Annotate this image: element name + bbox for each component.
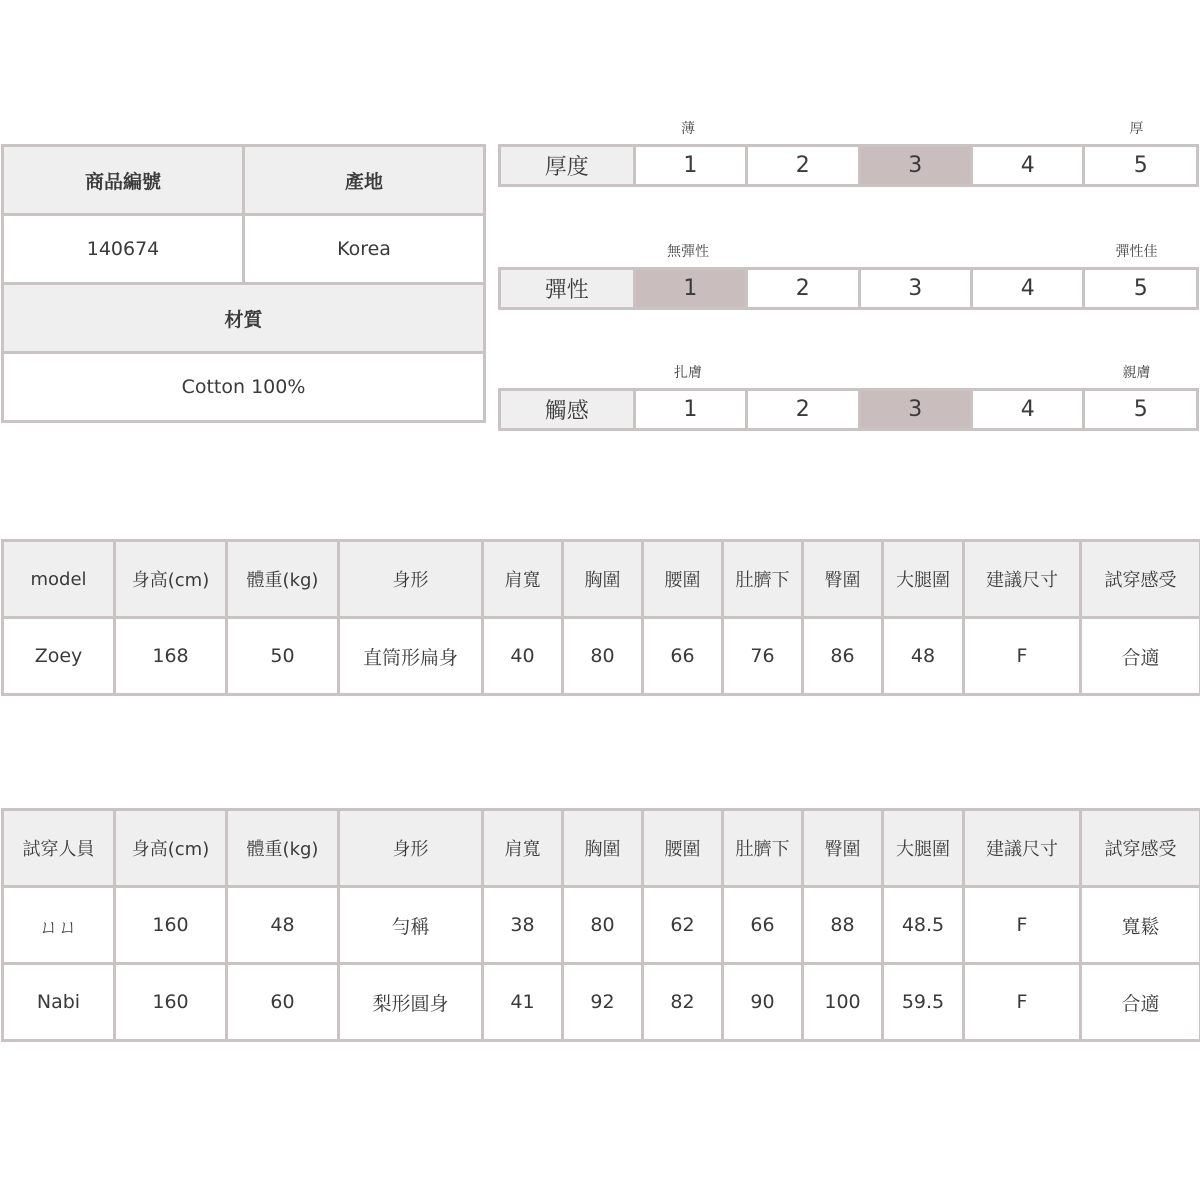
material-value-row: [3, 353, 485, 422]
table-cell: 50: [227, 618, 339, 695]
product-info-value-row: [3, 215, 485, 284]
table-cell: 38: [483, 887, 563, 964]
column-header: 身形: [339, 810, 483, 887]
scale-end-labels: [498, 241, 1199, 267]
table-cell: 88: [803, 887, 883, 964]
scale-value: 5: [1084, 146, 1198, 186]
table-cell: 80: [563, 618, 643, 695]
table-cell: 66: [723, 887, 803, 964]
table-cell: F: [964, 964, 1081, 1041]
material-label: 材質: [3, 284, 485, 353]
column-header: 大腿圍: [883, 541, 964, 618]
product-info-header-row: [3, 146, 485, 215]
table-cell: 寬鬆: [1081, 887, 1200, 964]
column-header: 臀圍: [803, 541, 883, 618]
table-cell: 合適: [1081, 964, 1200, 1041]
material-header-row: [3, 284, 485, 353]
table-cell: ㄩㄩ: [3, 887, 115, 964]
scale-table: [498, 388, 1199, 431]
column-header: 大腿圍: [883, 810, 964, 887]
table-cell: F: [964, 618, 1081, 695]
scale-label: 彈性: [500, 269, 635, 309]
origin-label: 產地: [244, 146, 485, 215]
column-header: 肩寬: [483, 810, 563, 887]
model-measurement-table: [1, 539, 1200, 696]
table-cell: 直筒形扁身: [339, 618, 483, 695]
scale-value: 2: [747, 146, 859, 186]
column-header: model: [3, 541, 115, 618]
scale-end-labels: [498, 118, 1199, 144]
column-header: 體重(kg): [227, 541, 339, 618]
column-header: 腰圍: [643, 810, 723, 887]
table-cell: 66: [643, 618, 723, 695]
table-cell: 168: [115, 618, 227, 695]
rating-scale: [498, 362, 1199, 431]
table-cell: 62: [643, 887, 723, 964]
table-cell: 60: [227, 964, 339, 1041]
table-cell: Zoey: [3, 618, 115, 695]
scale-value: 1: [634, 146, 746, 186]
table-cell: 160: [115, 964, 227, 1041]
scale-low-label: 無彈性: [667, 244, 709, 260]
scale-table: [498, 267, 1199, 310]
table-cell: 48: [883, 618, 964, 695]
scale-value: 1: [634, 269, 746, 309]
column-header: 試穿人員: [3, 810, 115, 887]
scale-value: 2: [747, 269, 859, 309]
table-cell: 合適: [1081, 618, 1200, 695]
column-header: 建議尺寸: [964, 810, 1081, 887]
table-cell: 100: [803, 964, 883, 1041]
scale-table: [498, 144, 1199, 187]
table-cell: 82: [643, 964, 723, 1041]
scale-value: 3: [859, 146, 971, 186]
table-row: [3, 887, 1200, 964]
column-header: 胸圍: [563, 541, 643, 618]
column-header: 身形: [339, 541, 483, 618]
scale-value: 5: [1084, 390, 1198, 430]
scale-value: 3: [859, 390, 971, 430]
scale-value: 4: [971, 390, 1083, 430]
table-cell: 90: [723, 964, 803, 1041]
column-header: 身高(cm): [115, 541, 227, 618]
scale-label: 觸感: [500, 390, 635, 430]
column-header: 試穿感受: [1081, 810, 1200, 887]
table-row: [3, 618, 1200, 695]
table-cell: 梨形圓身: [339, 964, 483, 1041]
scale-end-labels: [498, 362, 1199, 388]
column-header: 臀圍: [803, 810, 883, 887]
column-header: 建議尺寸: [964, 541, 1081, 618]
table-cell: 76: [723, 618, 803, 695]
column-header: 肚臍下: [723, 810, 803, 887]
table-cell: 92: [563, 964, 643, 1041]
scale-value: 5: [1084, 269, 1198, 309]
table-cell: 48.5: [883, 887, 964, 964]
product-info-table: [1, 144, 486, 423]
scale-value: 4: [971, 269, 1083, 309]
table-cell: 48: [227, 887, 339, 964]
table-cell: 40: [483, 618, 563, 695]
table-cell: F: [964, 887, 1081, 964]
scale-value: 2: [747, 390, 859, 430]
column-header: 胸圍: [563, 810, 643, 887]
table-header-row: [3, 541, 1200, 618]
tester-measurement-table: [1, 808, 1200, 1042]
product-code-value: 140674: [3, 215, 244, 284]
table-row: [3, 964, 1200, 1041]
table-cell: 勻稱: [339, 887, 483, 964]
rating-scale: [498, 118, 1199, 187]
column-header: 身高(cm): [115, 810, 227, 887]
origin-value: Korea: [244, 215, 485, 284]
column-header: 肩寬: [483, 541, 563, 618]
scale-low-label: 扎膚: [674, 365, 702, 381]
table-cell: Nabi: [3, 964, 115, 1041]
table-header-row: [3, 810, 1200, 887]
table-cell: 86: [803, 618, 883, 695]
material-value: Cotton 100%: [3, 353, 485, 422]
table-cell: 59.5: [883, 964, 964, 1041]
table-cell: 80: [563, 887, 643, 964]
scale-label: 厚度: [500, 146, 635, 186]
scale-high-label: 厚: [1129, 121, 1144, 137]
column-header: 體重(kg): [227, 810, 339, 887]
scale-high-label: 親膚: [1122, 365, 1151, 381]
scale-value: 1: [634, 390, 746, 430]
product-code-label: 商品編號: [3, 146, 244, 215]
table-cell: 41: [483, 964, 563, 1041]
scale-low-label: 薄: [681, 121, 695, 137]
column-header: 肚臍下: [723, 541, 803, 618]
column-header: 試穿感受: [1081, 541, 1200, 618]
scale-high-label: 彈性佳: [1115, 244, 1158, 260]
scale-value: 3: [859, 269, 971, 309]
scale-value: 4: [971, 146, 1083, 186]
column-header: 腰圍: [643, 541, 723, 618]
table-cell: 160: [115, 887, 227, 964]
rating-scale: [498, 241, 1199, 310]
